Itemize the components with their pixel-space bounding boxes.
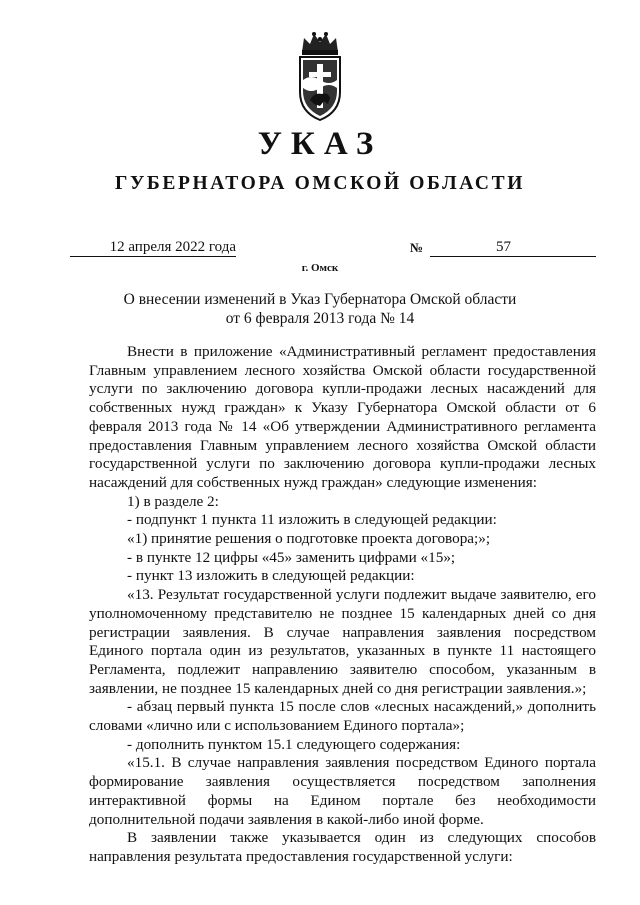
paragraph: - в пункте 12 цифры «45» заменить цифрами «15»; <box>127 548 456 566</box>
paragraph: - подпункт 1 пункта 11 изложить в следующей редакции: <box>127 511 497 529</box>
paragraph: - дополнить пунктом 15.1 следующего содержания: <box>127 735 461 753</box>
document-body <box>89 343 596 867</box>
paragraph: «15.1. В случае направления заявления посредством Единого портала формирование заявления осуществляется посредством заполнения интерактивной формы на Едином портале без необходимости дополнительной подачи заявления в какой-либо иной форме. <box>89 754 596 828</box>
paragraph: Внести в приложение «Административный регламент предоставления Главным управлением лесного хозяйства Омской области государственной услуги по заключению договора купли-продажи лесных насаждений для собственных нужд граждан» к Указу Губернатора Омской области от 6 февраля 2013 года № 14 «Об утверждении Административного регламента предоставления Главным управлением лесного хозяйства Омской области государственной услуги по заключению договора купли-продажи лесных насаждений для собственных нужд граждан» следующие изменения: <box>89 343 596 491</box>
paragraph: В заявлении также указывается один из следующих способов направления результата предоставления государственной услуги: <box>89 829 596 865</box>
document-city: г. Омск <box>301 262 339 274</box>
subject-line-1: О внесении изменений в Указ Губернатора Омской области <box>123 291 517 308</box>
omsk-coat-of-arms-icon <box>290 30 350 122</box>
paragraph: - пункт 13 изложить в следующей редакции: <box>127 567 415 585</box>
document-date: 12 апреля 2022 года <box>70 238 236 257</box>
document-number: 57 <box>496 239 511 255</box>
subject-line-2: от 6 февраля 2013 года № 14 <box>225 310 415 327</box>
paragraph: - абзац первый пункта 15 после слов «лесных насаждений,» дополнить словами «лично или с использованием Единого портала»; <box>89 698 596 735</box>
document-number-field <box>430 238 596 257</box>
document-title: УКАЗ <box>257 126 383 162</box>
paragraph: «1) принятие решения о подготовке проекта договора;»; <box>127 530 491 548</box>
paragraph: 1) в разделе 2: <box>127 492 219 510</box>
paragraph: «13. Результат государственной услуги подлежит выдаче заявителю, его уполномоченному представителю не позднее 15 календарных дней со дня регистрации заявления. В случае направления заявления посредством Единого портала один из результатов, указанных в пункте 11 настоящего Регламента, подлежит направлению заявителю способом, указанным в заявлении, не позднее 15 календарных дней со дня регистрации заявления.»; <box>89 586 596 697</box>
document-issuer: ГУБЕРНАТОРА ОМСКОЙ ОБЛАСТИ <box>115 173 525 194</box>
number-label: № <box>410 240 424 255</box>
document-subject <box>60 290 580 328</box>
